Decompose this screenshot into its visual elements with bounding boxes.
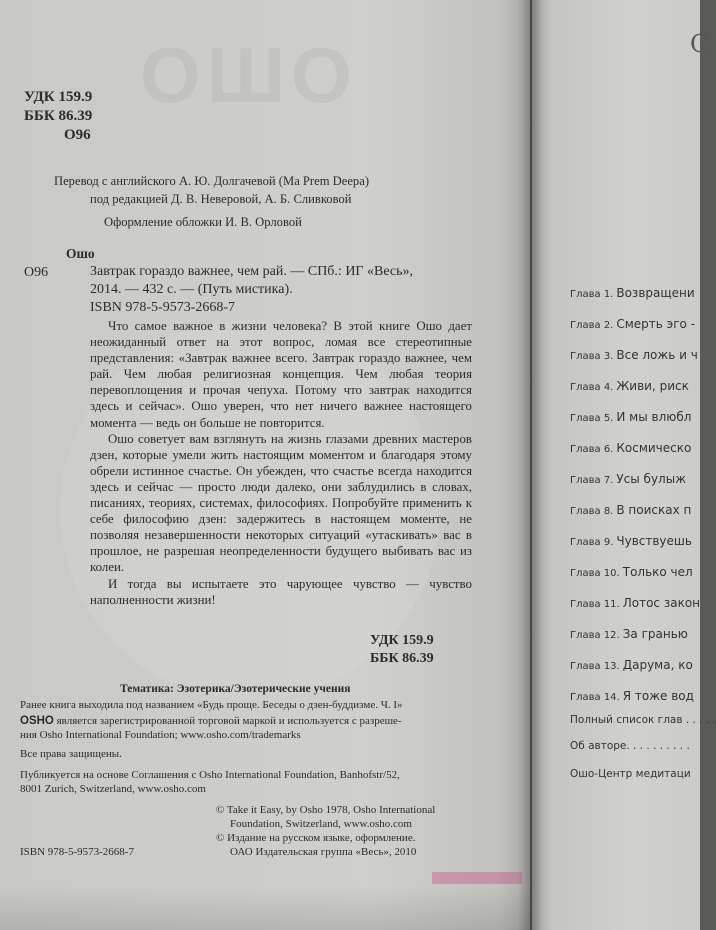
- copyright-line: Foundation, Switzerland, www.osho.com: [230, 818, 412, 830]
- bib-author: Ошо: [66, 246, 95, 261]
- toc-item: Глава 13. Дарума, ко: [570, 658, 693, 672]
- copyright-line: © Take it Easy, by Osho 1978, Osho International: [216, 804, 436, 816]
- show-through-title: ОШО: [140, 31, 358, 119]
- toc-extra-item: Об авторе. . . . . . . . . .: [570, 740, 690, 752]
- osho-brand-mark: OSHO: [20, 715, 54, 727]
- bib-isbn: ISBN 978-5-9573-2668-7: [90, 300, 236, 315]
- bib-title-line: Завтрак гораздо важнее, чем рай. — СПб.: ИГ «Весь»,: [90, 264, 414, 279]
- translation-credit: Перевод с английского А. Ю. Долгачевой (Ma Prem Deepa): [54, 174, 370, 188]
- bib-code: О96: [24, 265, 49, 280]
- toc-item: Глава 12. За гранью: [570, 627, 688, 641]
- page-bottom-shadow: [0, 886, 530, 930]
- toc-extra-item: Полный список глав . . . . .: [570, 714, 716, 726]
- toc-item: Глава 3. Все ложь и ч: [570, 348, 698, 362]
- toc-item: Глава 9. Чувствуешь: [570, 534, 692, 548]
- toc-item: Глава 8. В поисках п: [570, 503, 692, 517]
- toc-item: Глава 10. Только чел: [570, 565, 693, 579]
- copyright-line: © Издание на русском языке, оформление.: [216, 832, 416, 844]
- editors-credit: под редакцией Д. В. Неверовой, А. Б. Сливковой: [90, 192, 352, 206]
- agreement-line: Публикуется на основе Соглашения с Osho International Foundation, Banhofstr/52,: [20, 769, 400, 781]
- toc-item: Глава 1. Возвращени: [570, 286, 695, 300]
- annotation-paragraph: И тогда вы испытаете это чарующее чувство — чувство наполненности жизни!: [90, 576, 472, 607]
- toc-item: Глава 7. Усы булыж: [570, 472, 687, 486]
- table-of-contents: [570, 286, 716, 780]
- toc-item: Глава 5. И мы влюбл: [570, 410, 692, 424]
- toc-item: Глава 14. Я тоже вод: [570, 689, 694, 703]
- trademark-url: ния Osho International Foundation; www.osho.com/trademarks: [20, 729, 301, 741]
- udk-code: УДК 159.9: [24, 89, 93, 105]
- bib-pages-line: 2014. — 432 с. — (Путь мистика).: [90, 282, 293, 297]
- toc-item: Глава 4. Живи, риск: [570, 379, 689, 393]
- author-mark: О96: [64, 127, 91, 143]
- toc-item: Глава 6. Космическо: [570, 441, 692, 455]
- toc-item: Глава 2. Смерть эго -: [570, 317, 696, 331]
- copyright-line: ОАО Издательская группа «Весь», 2010: [230, 846, 417, 858]
- prior-title-note: Ранее книга выходила под названием «Будь проще. Беседы о дзен-буддизме. Ч. I»: [20, 699, 403, 711]
- annotation-paragraph: Ошо советует вам взглянуть на жизнь глазами древних мастеров дзен, которые умели жить настоящим моментом и благодаря этому обрели истинное счастье. Он убежден, что счастье всегда находится здесь и сейчас — просто люди далеко, они заблудились в словах, писаниях, теориях, системах, философиях. Попробуйте применить к себе философию дзен: задержитесь в настоящем моменте, не позволяя незавершенности некоторых ситуаций «утаскивать» вас в прошлое, не разрешая неопределенности будущего выбивать вас из колеи.: [90, 431, 472, 575]
- bottom-isbn: ISBN 978-5-9573-2668-7: [20, 846, 134, 858]
- right-page-heading-fragment: С: [690, 30, 709, 58]
- book-spine-shadow: [518, 0, 540, 930]
- bookmark-ribbon: [432, 872, 522, 884]
- footer-udk-code: УДК 159.9: [370, 633, 434, 648]
- trademark-text: является зарегистрированной торговой маркой и используется с разреше-: [53, 715, 402, 727]
- annotation: [90, 318, 472, 608]
- toc-extra-item: Ошо-Центр медитаци: [570, 768, 691, 780]
- cover-credit: Оформление обложки И. В. Орловой: [104, 215, 302, 229]
- theme-line: Тематика: Эзотерика/Эзотерические учения: [120, 683, 351, 695]
- rights-note: Все права защищены.: [20, 748, 122, 760]
- toc-item: Глава 11. Лотос закон: [570, 596, 701, 610]
- trademark-note: [20, 714, 402, 728]
- annotation-paragraph: Что самое важное в жизни человека? В этой книге Ошо дает неожиданный ответ на этот вопрос, ломая все стереотипные представления: «Завтрак важнее всего. Завтрак гораздо важнее, чем рай. Чем любая религиозная концепция. Чем любая теория перевоплощения и прочая чепуха. Потому что завтрак находится здесь и сейчас». Ошо уверен, что нет ничего важнее настоящего момента — ведь он больше не повторится.: [90, 319, 472, 430]
- bbk-code: ББК 86.39: [24, 108, 93, 124]
- agreement-line: 8001 Zurich, Switzerland, www.osho.com: [20, 783, 206, 795]
- footer-bbk-code: ББК 86.39: [370, 651, 434, 666]
